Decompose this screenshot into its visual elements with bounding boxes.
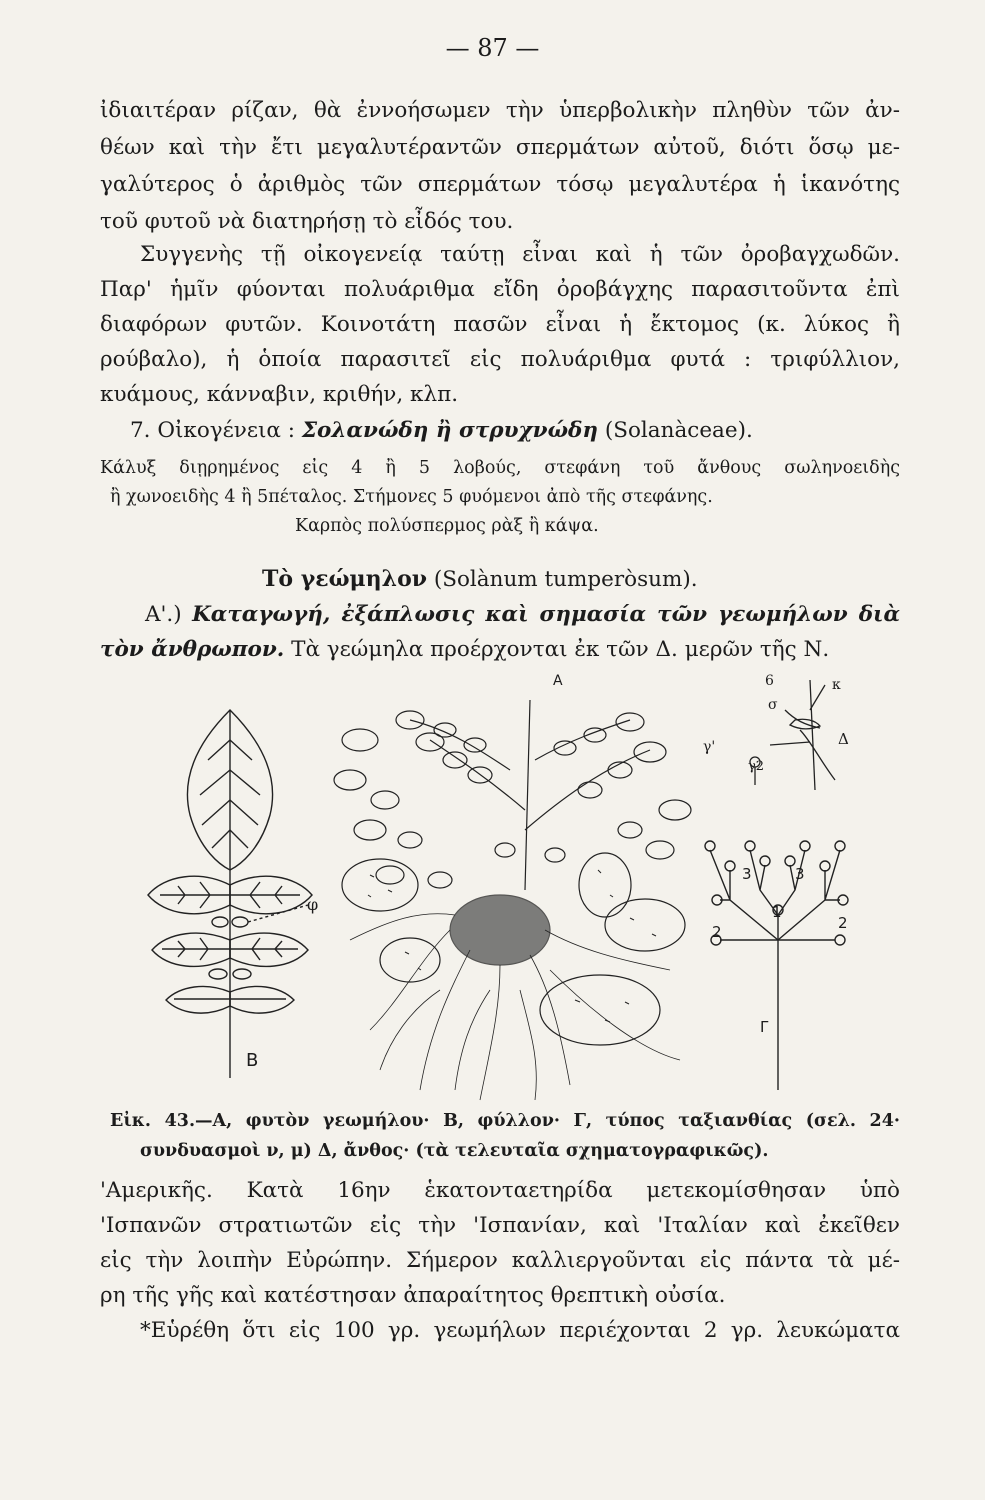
label-n3b: 3 — [795, 865, 805, 883]
caption-line: Εἰκ. 43.—Α, φυτὸν γεωμήλου· Β, φύλλον· Γ, τύπος ταξιανθίας (σελ. 24· — [110, 1111, 900, 1131]
figure-inflorescence-g — [690, 810, 870, 1100]
text-line: ρη τῆς γῆς καὶ κατέστησαν ἀπαραίτητος θρεπτικὴ οὐσία. — [100, 1283, 726, 1308]
family-latin: (Solanàceae). — [604, 418, 753, 443]
figure-leaf-b — [130, 700, 320, 1080]
label-sigma: σ — [768, 697, 778, 713]
label-d: Δ — [838, 730, 849, 748]
text-line: γαλύτερος ὁ ἀριθμὸς τῶν σπερμάτων τόσῳ μεγαλυτέρα ἡ ἱκανότης — [100, 172, 900, 197]
label-n2a: 2 — [712, 923, 722, 941]
text-line: κυάμους, κάνναβιν, κριθήν, κλπ. — [100, 382, 459, 407]
label-n1: 1 — [772, 903, 782, 921]
label-n2b: 2 — [838, 914, 848, 932]
text-line: ἢ χωνοειδὴς 4 ἢ 5πέταλος. Στήμονες 5 φυόμενοι ἀπὸ τῆς στεφάνης. — [110, 487, 713, 507]
label-b-flower: 6 — [765, 673, 774, 689]
label-g: Γ — [760, 1018, 769, 1036]
family-heading — [130, 420, 930, 442]
caption-line: συνδυασμοὶ ν, μ) Δ, ἄνθος· (τὰ τελευταῖα σχηματογραφικῶς). — [140, 1141, 769, 1161]
text-line: Κάλυξ διῃρημένος εἰς 4 ἢ 5 λοβούς, στεφάνη τοῦ ἄνθους σωληνοειδὴς — [100, 458, 900, 478]
section-a-title2: τὸν ἄνθρωπον. — [100, 637, 285, 662]
text-line: Συγγενὴς τῇ οἰκογενείᾳ ταύτῃ εἶναι καὶ ἡ τῶν ὀροβαγχωδῶν. — [140, 242, 900, 267]
subheading-title: Τὸ γεώμηλον — [262, 566, 428, 592]
section-a-label: Α'.) — [145, 602, 182, 627]
figure-potato-plant-a — [330, 690, 710, 1110]
text-line: 'Ισπανῶν στρατιωτῶν εἰς τὴν 'Ισπανίαν, καὶ 'Ιταλίαν καὶ ἐκεῖθεν — [100, 1213, 900, 1238]
text-line: 'Αμερικῆς. Κατὰ 16ην ἑκατονταετηρίδα μετεκομίσθησαν ὑπὸ — [100, 1178, 900, 1203]
label-k: κ — [832, 677, 841, 693]
text-line: τοῦ φυτοῦ νὰ διατηρήσῃ τὸ εἶδός του. — [100, 209, 514, 234]
section-a-rest: Τὰ γεώμηλα προέρχονται ἐκ τῶν Δ. μερῶν τῆς Ν. — [291, 637, 830, 662]
subheading — [262, 568, 985, 591]
section-a-title: Καταγωγή, ἐξάπλωσις καὶ σημασία τῶν γεωμήλων διὰ — [192, 602, 900, 627]
text-line: ρούβαλο), ἡ ὁποία παρασιτεῖ εἰς πολυάριθμα φυτά : τριφύλλιον, — [100, 347, 900, 372]
label-n3a: 3 — [742, 865, 752, 883]
page-number: — 87 — — [445, 34, 540, 62]
label-g2: γ2 — [748, 759, 765, 774]
label-b: B — [246, 1050, 259, 1071]
text-line: Καρπὸς πολύσπερμος ρὰξ ἢ κάψα. — [295, 516, 599, 536]
family-name: Σολανώδη ἢ στρυχνώδη — [301, 418, 599, 443]
label-g1: γ' — [703, 739, 716, 755]
section-a-line — [100, 639, 829, 661]
label-phi: φ — [307, 895, 319, 914]
text-line: *Εὑρέθη ὅτι εἰς 100 γρ. γεωμήλων περιέχονται 2 γρ. λευκώματα — [140, 1318, 900, 1343]
text-line: ἰδιαιτέραν ρίζαν, θὰ ἐννοήσωμεν τὴν ὑπερβολικὴν πληθὺν τῶν ἀν- — [100, 98, 900, 123]
section-a-line — [145, 604, 900, 626]
text-line: Παρ' ἡμῖν φύονται πολυάριθμα εἴδη ὀροβάγχης παρασιτοῦντα ἐπὶ — [100, 277, 900, 302]
text-line: εἰς τὴν λοιπὴν Εὐρώπην. Σήμερον καλλιεργοῦνται εἰς πάντα τὰ μέ- — [100, 1248, 900, 1273]
text-line: διαφόρων φυτῶν. Κοινοτάτη πασῶν εἶναι ἡ ἔκτομος (κ. λύκος ἢ — [100, 312, 900, 337]
label-a: A — [553, 673, 563, 689]
subheading-latin: (Solànum tumperòsum). — [433, 567, 698, 592]
text-line: θέων καὶ τὴν ἔτι μεγαλυτέραντῶν σπερμάτων αὐτοῦ, διότι ὅσῳ με- — [100, 135, 900, 160]
family-prefix: 7. Οἰκογένεια : — [130, 418, 296, 443]
